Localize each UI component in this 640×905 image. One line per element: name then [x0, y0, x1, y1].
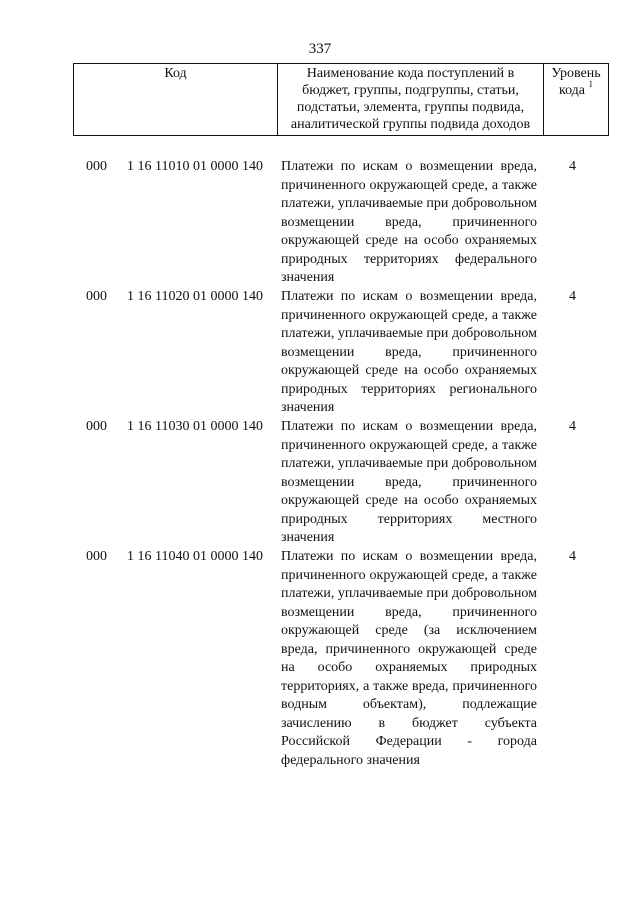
code-level: 4 — [569, 549, 576, 564]
header-name-line: Наименование кода поступлений в — [306, 66, 515, 81]
table-body — [0, 158, 640, 770]
table-row — [0, 158, 640, 288]
header-name-line: аналитической группы подвида доходов — [290, 117, 531, 132]
revenue-code: 1 16 11030 01 0000 140 — [127, 419, 263, 434]
revenue-code: 1 16 11010 01 0000 140 — [127, 159, 263, 174]
header-name-line: подстатьи, элемента, группы подвида, — [296, 100, 525, 115]
page-number: 337 — [308, 41, 332, 57]
table-header — [73, 63, 609, 136]
header-name-line: бюджет, группы, подгруппы, статьи, — [302, 83, 519, 98]
code-level: 4 — [569, 159, 576, 174]
table-row — [0, 288, 640, 418]
header-level-cell — [544, 64, 609, 136]
admin-code: 000 — [86, 419, 107, 434]
revenue-description: Платежи по искам о возмещении вреда, причиненного окружающей среде, а также платежи, уплачиваемые при добровольном возмещении вреда, причиненного окружающей среде на особо охраняемых природных территориях регионального значения — [281, 289, 537, 415]
header-level-label: кода — [558, 83, 586, 98]
revenue-description: Платежи по искам о возмещении вреда, причиненного окружающей среде, а также платежи, уплачиваемые при добровольном возмещении вреда, причиненного окружающей среде на особо охраняемых природных территориях федерального значения — [281, 159, 537, 285]
header-name-cell — [278, 64, 544, 136]
header-code-cell — [74, 64, 278, 136]
code-level: 4 — [569, 419, 576, 434]
revenue-code: 1 16 11040 01 0000 140 — [127, 549, 263, 564]
header-level-line2 — [548, 79, 604, 99]
header-code-label: Код — [164, 66, 187, 81]
footnote-mark: 1 — [588, 79, 594, 90]
admin-code: 000 — [86, 289, 107, 304]
code-level: 4 — [569, 289, 576, 304]
revenue-code: 1 16 11020 01 0000 140 — [127, 289, 263, 304]
header-level-line1: Уровень — [551, 66, 601, 81]
table-row — [0, 548, 640, 770]
table-row — [0, 418, 640, 548]
admin-code: 000 — [86, 159, 107, 174]
admin-code: 000 — [86, 549, 107, 564]
revenue-description: Платежи по искам о возмещении вреда, причиненного окружающей среде, а также платежи, уплачиваемые при добровольном возмещении вреда, причиненного окружающей среде на особо охраняемых природных территориях местного значения — [281, 419, 537, 545]
revenue-description: Платежи по искам о возмещении вреда, причиненного окружающей среде, а также платежи, уплачиваемые при добровольном возмещении вреда, причиненного окружающей среде (за исключением вреда, причиненного окружающей среде на особо охраняемых природных территориях, а также вреда, причиненного водным объектам), подлежащие зачислению в бюджет субъекта Российской Федерации - города федерального значения — [281, 549, 537, 768]
